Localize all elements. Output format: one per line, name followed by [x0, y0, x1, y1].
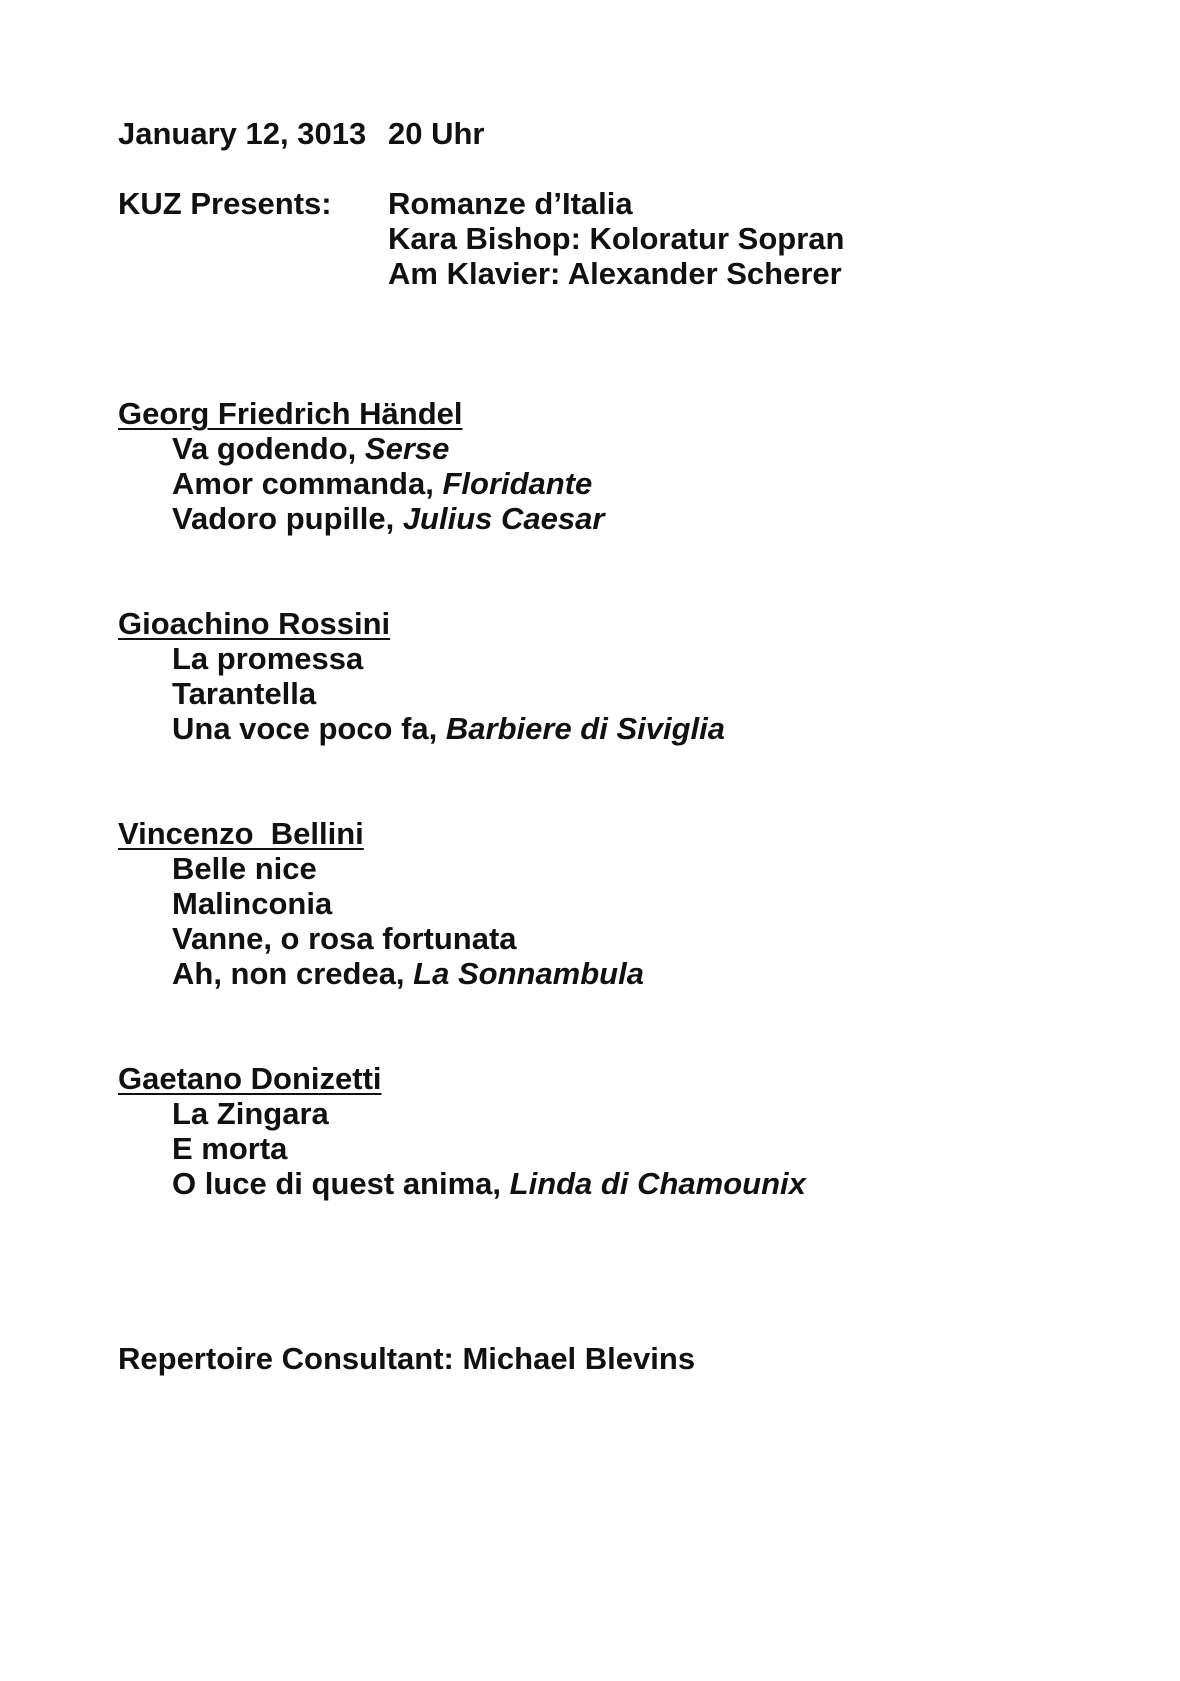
composer-heading: Gaetano Donizetti [118, 1061, 382, 1096]
piece-title: O luce di quest anima, [172, 1166, 510, 1201]
concert-date: January 12, 3013 [118, 116, 367, 151]
piece-item [172, 711, 725, 747]
opera-title: Serse [364, 431, 450, 466]
piece-title: E morta [172, 1131, 288, 1166]
piece-item [172, 1166, 806, 1202]
piece-item [172, 1131, 287, 1167]
piece-item [172, 676, 316, 712]
piece-title: Ah, non credea, [172, 956, 414, 991]
piece-item [172, 1096, 329, 1132]
piano-line: Am Klavier: Alexander Scherer [388, 256, 842, 291]
piece-item [172, 501, 604, 537]
repertoire-consultant: Repertoire Consultant: Michael Blevins [118, 1341, 696, 1376]
piece-item [172, 466, 592, 502]
piece-item [172, 641, 363, 677]
concert-time: 20 Uhr [388, 116, 485, 151]
opera-title: Julius Caesar [402, 501, 605, 536]
piece-item [172, 886, 332, 922]
piece-item [172, 431, 449, 467]
piece-title: Malinconia [172, 886, 333, 921]
program-title: Romanze d’Italia [388, 186, 633, 221]
soprano-line: Kara Bishop: Koloratur Sopran [388, 221, 845, 256]
piece-title: Vadoro pupille, [172, 501, 403, 536]
opera-title: Barbiere di Siviglia [445, 711, 726, 746]
piece-item [172, 956, 644, 992]
composer-heading: Georg Friedrich Händel [118, 396, 463, 431]
piece-title: Amor commanda, [172, 466, 443, 501]
piece-item [172, 921, 517, 957]
piece-title: Una voce poco fa, [172, 711, 446, 746]
piece-title: Va godendo, [172, 431, 365, 466]
piece-title: Belle nice [172, 851, 317, 886]
opera-title: Floridante [442, 466, 593, 501]
presenter-label: KUZ Presents: [118, 186, 332, 221]
opera-title: La Sonnambula [413, 956, 644, 991]
piece-title: La promessa [172, 641, 364, 676]
composer-heading: Vincenzo Bellini [118, 816, 364, 851]
piece-title: La Zingara [172, 1096, 329, 1131]
piece-item [172, 851, 317, 887]
composer-heading: Gioachino Rossini [118, 606, 391, 641]
piece-title: Tarantella [172, 676, 317, 711]
opera-title: Linda di Chamounix [509, 1166, 806, 1201]
piece-title: Vanne, o rosa fortunata [172, 921, 517, 956]
